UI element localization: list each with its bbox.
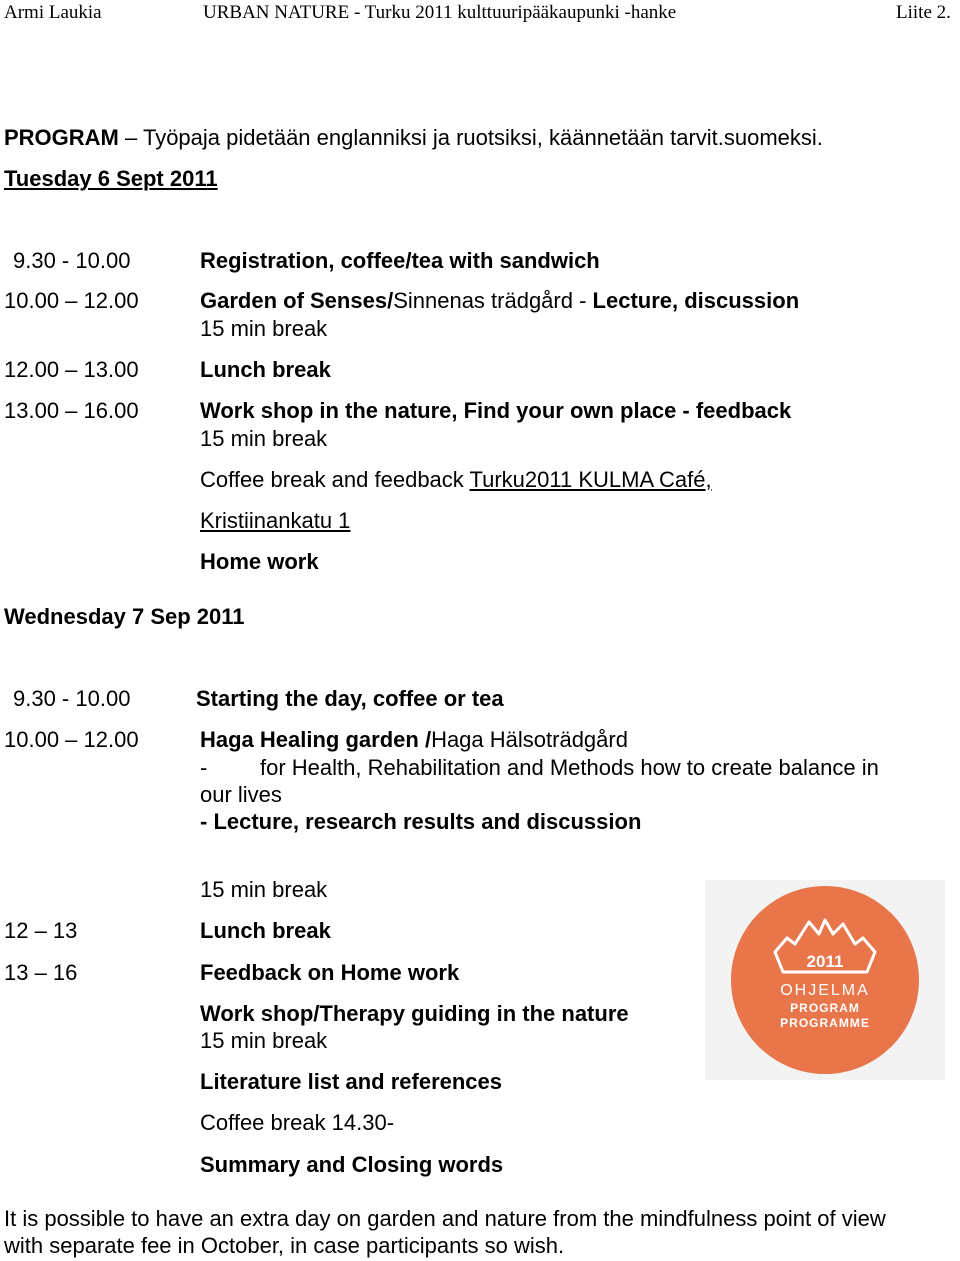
page-header bbox=[0, 0, 960, 26]
turku-2011-logo bbox=[705, 880, 945, 1080]
footer-line-1: It is possible to have an extra day on garden and nature from the mindfulness point of view bbox=[4, 1206, 886, 1231]
day1-item-4: Work shop in the nature, Find your own place - feedback bbox=[200, 398, 792, 423]
day2-literature: Literature list and references bbox=[200, 1069, 503, 1094]
program-note: – Työpaja pidetään englanniksi ja ruotsiksi, käännetään tarvit.suomeksi. bbox=[125, 125, 823, 150]
day2-time-3: 12 – 13 bbox=[4, 918, 78, 943]
program-heading bbox=[4, 125, 823, 151]
day1-item-3: Lunch break bbox=[200, 357, 331, 382]
logo-graphic bbox=[705, 880, 945, 1080]
logo-circle bbox=[731, 886, 919, 1074]
day1-coffee-line bbox=[200, 467, 712, 493]
day1-time-3: 12.00 – 13.00 bbox=[4, 357, 139, 382]
header-appendix: Liite 2. bbox=[896, 2, 951, 23]
logo-year: 2011 bbox=[806, 952, 844, 971]
logo-line-1: OHJELMA bbox=[780, 982, 870, 999]
day1-coffee-prefix: Coffee break and feedback bbox=[200, 467, 470, 492]
day2-break-2: 15 min break bbox=[200, 1028, 328, 1053]
day1-time-2: 10.00 – 12.00 bbox=[4, 288, 139, 313]
day1-item-1: Registration, coffee/tea with sandwich bbox=[200, 248, 600, 273]
haga-line-2 bbox=[200, 755, 879, 781]
kulma-cafe-link[interactable]: Turku2011 KULMA Café, bbox=[469, 467, 712, 492]
day2-item-4: Feedback on Home work bbox=[200, 960, 460, 985]
day1-item-2-break: 15 min break bbox=[200, 316, 328, 341]
day2-time-2: 10.00 – 12.00 bbox=[4, 727, 139, 752]
haga-line-2-text: for Health, Rehabilitation and Methods how to create balance in bbox=[260, 755, 879, 780]
logo-line-3: PROGRAMME bbox=[780, 1016, 870, 1030]
day2-title: Wednesday 7 Sep 2011 bbox=[4, 604, 245, 629]
haga-line-4: - Lecture, research results and discussion bbox=[200, 809, 642, 834]
haga-line-3: our lives bbox=[200, 782, 282, 807]
day2-summary: Summary and Closing words bbox=[200, 1152, 504, 1177]
day1-item-2 bbox=[200, 288, 799, 314]
program-label: PROGRAM bbox=[4, 125, 119, 150]
day1-item-2-normal: Sinnenas trädgård - bbox=[393, 288, 593, 313]
day1-time-4: 13.00 – 16.00 bbox=[4, 398, 139, 423]
day1-item-2-bold2: Lecture, discussion bbox=[592, 288, 800, 313]
day2-time-4: 13 – 16 bbox=[4, 960, 78, 985]
day1-item-4-break: 15 min break bbox=[200, 426, 328, 451]
day1-time-1: 9.30 - 10.00 bbox=[13, 248, 131, 273]
day2-time-1: 9.30 - 10.00 bbox=[13, 686, 131, 711]
kristiinankatu-link[interactable]: Kristiinankatu 1 bbox=[200, 508, 351, 533]
day1-home-work: Home work bbox=[200, 549, 319, 574]
header-author: Armi Laukia bbox=[4, 2, 102, 23]
footer-line-2: with separate fee in October, in case participants so wish. bbox=[4, 1233, 565, 1258]
day2-item-1: Starting the day, coffee or tea bbox=[196, 686, 504, 711]
day2-item-2 bbox=[200, 727, 628, 753]
day2-item-3: Lunch break bbox=[200, 918, 331, 943]
day2-break-1: 15 min break bbox=[200, 877, 328, 902]
day1-title: Tuesday 6 Sept 2011 bbox=[4, 166, 218, 191]
day2-coffee: Coffee break 14.30- bbox=[200, 1110, 395, 1135]
day2-item-2-bold: Haga Healing garden / bbox=[200, 727, 432, 752]
haga-line-2-dash: - bbox=[200, 755, 208, 780]
header-project-title: URBAN NATURE - Turku 2011 kulttuuripääkaupunki -hanke bbox=[203, 2, 677, 23]
day1-item-2-bold: Garden of Senses/ bbox=[200, 288, 394, 313]
day2-workshop: Work shop/Therapy guiding in the nature bbox=[200, 1001, 629, 1026]
day2-item-2-normal: Haga Hälsoträdgård bbox=[431, 727, 628, 752]
logo-line-2: PROGRAM bbox=[790, 1001, 860, 1015]
